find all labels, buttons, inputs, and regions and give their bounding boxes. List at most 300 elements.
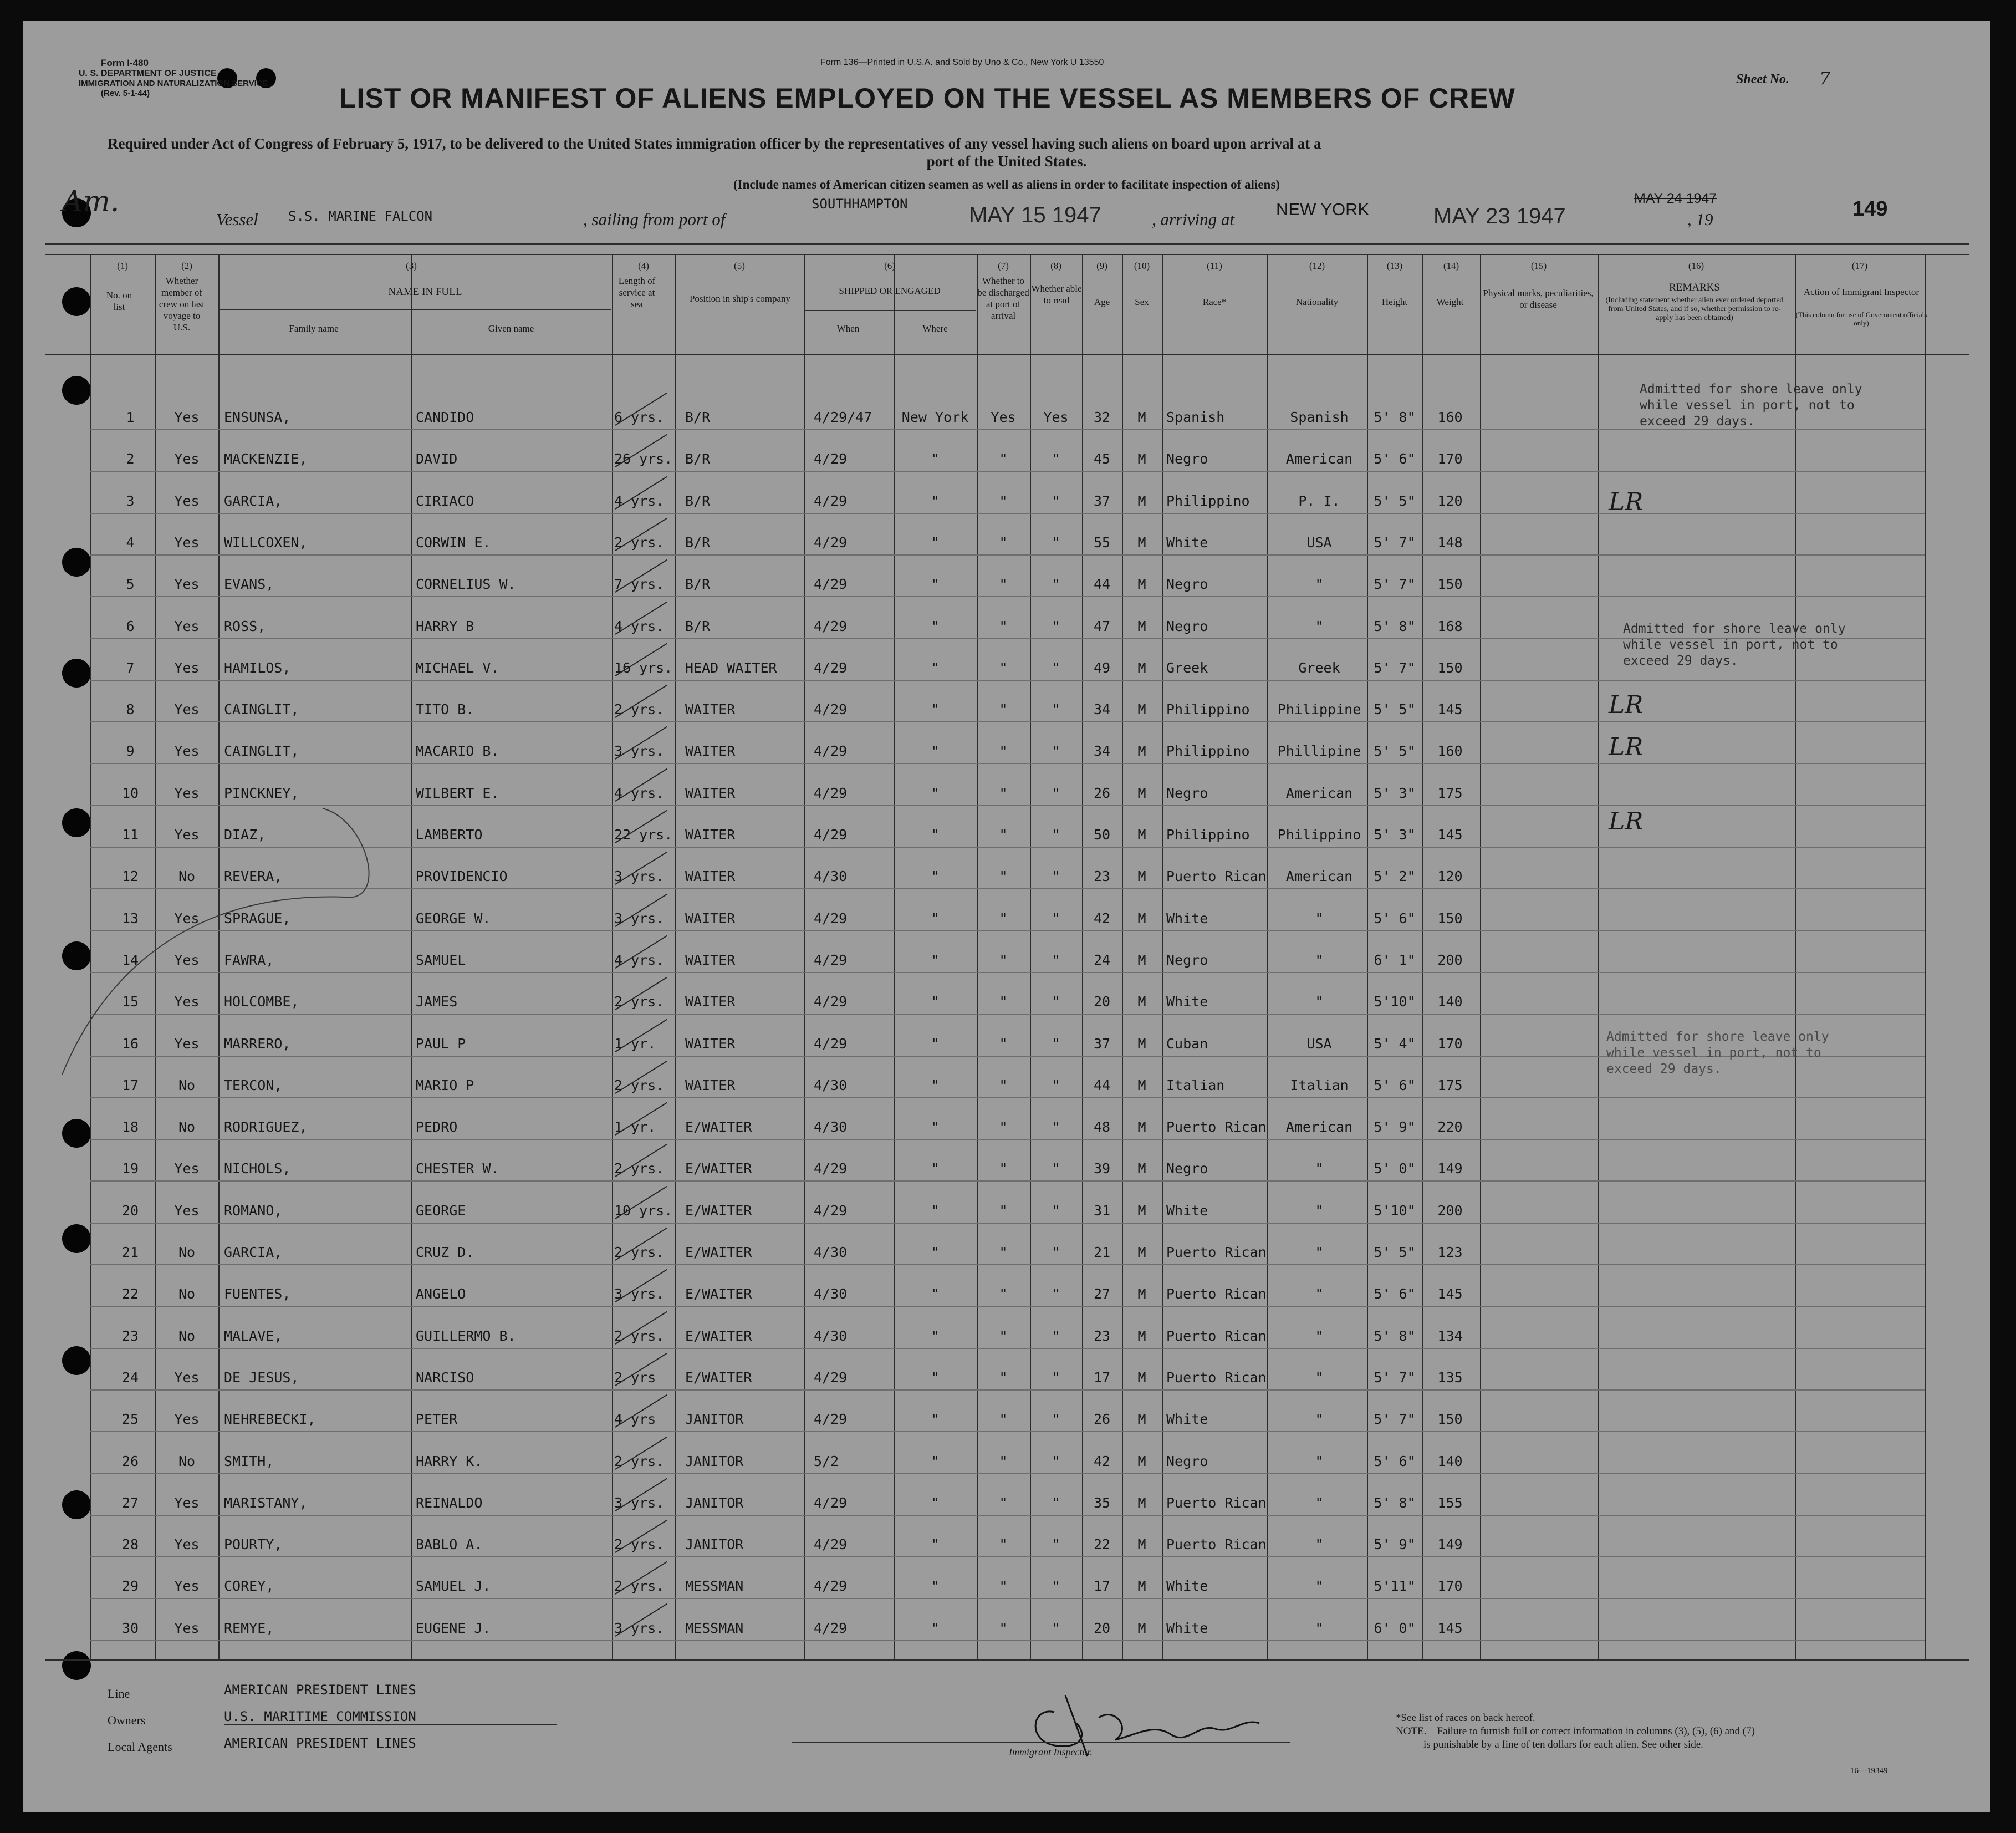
cell-height: 5' 8" (1374, 1328, 1416, 1344)
cell-disch: " (999, 1286, 1008, 1302)
cell-disch: " (999, 660, 1008, 676)
cell-height: 5' 5" (1374, 493, 1416, 509)
agents-label: Local Agents (108, 1740, 172, 1754)
table-top-rule-2 (45, 254, 1969, 255)
cell-sex: M (1137, 1203, 1146, 1219)
cell-where: " (931, 868, 940, 884)
cell-sex: M (1137, 743, 1146, 759)
cell-sex: M (1137, 868, 1146, 884)
cell-family: DIAZ, (224, 827, 266, 843)
cell-service: 16 yrs. (614, 660, 673, 676)
cell-weight: 140 (1437, 994, 1463, 1010)
act-requirement-line-1: Required under Act of Congress of February 5, 1917, to be delivered to the United States immigration officer by the representatives of any vessel having such aliens on board upon arrival at a (108, 135, 1321, 152)
header-action: Action of Immigrant Inspector (1803, 287, 1920, 297)
cell-nat: " (1315, 994, 1324, 1010)
cell-when: 4/29 (814, 1369, 848, 1386)
cell-given: GEORGE W. (416, 910, 491, 926)
cell-no: 2 (126, 451, 135, 467)
print-code: 16—19349 (1850, 1766, 1888, 1775)
cell-position: WAITER (685, 952, 736, 968)
cell-nat: American (1285, 451, 1353, 467)
cell-weight: 145 (1437, 1620, 1463, 1636)
row-rule (90, 1097, 1925, 1098)
column-number: (15) (1530, 261, 1547, 271)
cell-service: 3 yrs. (614, 868, 665, 884)
cell-position: E/WAITER (685, 1119, 752, 1135)
cell-last: No (178, 1244, 196, 1260)
column-number: (16) (1688, 261, 1704, 271)
remark-line: Admitted for shore leave only (1623, 622, 1846, 636)
cell-weight: 149 (1437, 1160, 1463, 1177)
cell-weight: 150 (1437, 1411, 1463, 1427)
cell-service: 4 yrs (614, 1411, 656, 1427)
cell-height: 5'11" (1374, 1578, 1416, 1594)
arriving-label: , arriving at (1152, 210, 1234, 229)
cell-age: 20 (1093, 994, 1111, 1010)
cell-no: 10 (121, 785, 139, 801)
cell-race: Spanish (1166, 409, 1225, 425)
row-rule (90, 1223, 1925, 1224)
cell-nat: " (1315, 952, 1324, 968)
cell-no: 17 (121, 1077, 139, 1093)
cell-given: PAUL P (416, 1036, 466, 1052)
cell-where: " (931, 1578, 940, 1594)
cell-disch: " (999, 1328, 1008, 1344)
cell-where: " (931, 785, 940, 801)
cell-race: Philippino (1166, 493, 1250, 509)
cell-read: " (1052, 1077, 1060, 1093)
cell-where: " (931, 451, 940, 467)
header-where: Where (922, 323, 948, 334)
cell-race: Greek (1166, 660, 1208, 676)
cell-last: Yes (174, 952, 200, 968)
cell-disch: " (999, 701, 1008, 717)
cell-sex: M (1137, 1620, 1146, 1636)
row-rule (90, 1180, 1925, 1182)
cell-height: 6' 1" (1374, 952, 1416, 968)
cell-given: PEDRO (416, 1119, 458, 1135)
cell-race: Negro (1166, 451, 1208, 467)
cell-nat: " (1315, 1328, 1324, 1344)
column-divider (1267, 254, 1268, 1659)
cell-last: No (178, 1453, 196, 1469)
cell-no: 8 (126, 701, 135, 717)
header-able-to-read: Whether able to read (1031, 283, 1082, 306)
cell-race: Philippino (1166, 701, 1250, 717)
cell-disch: " (999, 1077, 1008, 1093)
cell-given: EUGENE J. (416, 1620, 491, 1636)
cell-height: 5' 9" (1374, 1119, 1416, 1135)
cell-when: 4/29 (814, 743, 848, 759)
punch-hole (62, 1490, 91, 1519)
row-rule (90, 1348, 1925, 1349)
cell-last: Yes (174, 534, 200, 551)
cell-sex: M (1137, 1244, 1146, 1260)
cell-height: 5' 5" (1374, 1244, 1416, 1260)
cell-where: " (931, 701, 940, 717)
cell-read: " (1052, 827, 1060, 843)
header-member-last-voyage: Whether member of crew on last voyage to U.S. (159, 276, 205, 333)
cell-service: 2 yrs. (614, 1578, 665, 1594)
cell-weight: 170 (1437, 451, 1463, 467)
cell-disch: " (999, 1411, 1008, 1427)
cell-no: 26 (121, 1453, 139, 1469)
cell-disch: " (999, 1369, 1008, 1386)
cell-family: CAINGLIT, (224, 701, 299, 717)
cell-position: B/R (685, 451, 711, 467)
cell-no: 29 (121, 1578, 139, 1594)
cell-when: 4/29 (814, 1160, 848, 1177)
cell-family: MARISTANY, (224, 1495, 308, 1511)
cell-read: " (1052, 618, 1060, 634)
cell-given: REINALDO (416, 1495, 483, 1511)
sailing-port: SOUTHHAMPTON (811, 196, 908, 212)
cell-where: " (931, 1244, 940, 1260)
cell-sex: M (1137, 994, 1146, 1010)
cell-where: " (931, 1286, 940, 1302)
cell-family: FAWRA, (224, 952, 274, 968)
cell-last: Yes (174, 1369, 200, 1386)
cell-age: 42 (1093, 910, 1111, 926)
cell-height: 5' 4" (1374, 1036, 1416, 1052)
header-nationality: Nationality (1295, 297, 1339, 307)
cell-read: " (1052, 910, 1060, 926)
cell-family: WILLCOXEN, (224, 534, 308, 551)
cell-last: Yes (174, 1160, 200, 1177)
cell-sex: M (1137, 660, 1146, 676)
cell-position: JANITOR (685, 1536, 744, 1552)
cell-nat: " (1315, 1203, 1324, 1219)
cell-when: 4/29 (814, 660, 848, 676)
cell-nat: " (1315, 1411, 1324, 1427)
punch-hole (62, 548, 91, 577)
cell-nat: " (1315, 1244, 1324, 1260)
inspector-signature-line (792, 1742, 1290, 1743)
cell-disch: " (999, 1536, 1008, 1552)
cell-family: GARCIA, (224, 493, 283, 509)
cell-height: 5' 8" (1374, 618, 1416, 634)
owners-value: U.S. MARITIME COMMISSION (224, 1709, 416, 1724)
cell-family: GARCIA, (224, 1244, 283, 1260)
cell-read: " (1052, 1328, 1060, 1344)
cell-height: 5' 8" (1374, 1495, 1416, 1511)
cell-race: Puerto Rican (1166, 1119, 1267, 1135)
cell-race: White (1166, 1620, 1208, 1636)
column-divider (804, 254, 805, 1659)
cell-given: BABLO A. (416, 1536, 483, 1552)
cell-where: New York (901, 409, 969, 425)
cell-age: 17 (1093, 1369, 1111, 1386)
cell-given: CRUZ D. (416, 1244, 474, 1260)
include-note: (Include names of American citizen seamen as well as aliens in order to facilitate inspection of aliens) (733, 177, 1280, 191)
column-number: (14) (1443, 261, 1459, 271)
cell-position: E/WAITER (685, 1160, 752, 1177)
header-when: When (836, 323, 860, 334)
cell-position: JANITOR (685, 1411, 744, 1427)
cell-position: E/WAITER (685, 1369, 752, 1386)
cell-when: 4/29 (814, 785, 848, 801)
cell-disch: " (999, 910, 1008, 926)
cell-read: " (1052, 1453, 1060, 1469)
cell-read: " (1052, 1536, 1060, 1552)
cell-where: " (931, 1495, 940, 1511)
cell-age: 17 (1093, 1578, 1111, 1594)
header-age: Age (1094, 297, 1110, 307)
struck-date: MAY 24 1947 (1634, 191, 1717, 206)
row-rule (90, 1598, 1925, 1599)
cell-race: White (1166, 910, 1208, 926)
cell-service: 3 yrs. (614, 1495, 665, 1511)
cell-family: NICHOLS, (224, 1160, 291, 1177)
header-shipped-engaged: SHIPPED OR ENGAGED (839, 286, 941, 296)
cell-where: " (931, 660, 940, 676)
cell-last: No (178, 1286, 196, 1302)
remark-line: while vessel in port, not to (1640, 398, 1855, 413)
cell-service: 7 yrs. (614, 576, 665, 592)
cell-given: GUILLERMO B. (416, 1328, 516, 1344)
cell-weight: 148 (1437, 534, 1463, 551)
arriving-port: NEW YORK (1276, 200, 1370, 219)
row-rule (90, 471, 1925, 472)
cell-height: 5' 7" (1374, 576, 1416, 592)
cell-when: 4/29 (814, 1536, 848, 1552)
cell-service: 2 yrs. (614, 1160, 665, 1177)
column-number: (17) (1851, 261, 1868, 271)
cell-no: 25 (121, 1411, 139, 1427)
cell-weight: 135 (1437, 1369, 1463, 1386)
cell-age: 35 (1093, 1495, 1111, 1511)
cell-family: COREY, (224, 1578, 274, 1594)
cell-given: PROVIDENCIO (416, 868, 508, 884)
manifest-sheet (23, 21, 1990, 1812)
cell-weight: 170 (1437, 1578, 1463, 1594)
remark-line: while vessel in port, not to (1606, 1046, 1821, 1060)
cell-service: 6 yrs. (614, 409, 665, 425)
cell-given: HARRY K. (416, 1453, 483, 1469)
cell-read: " (1052, 743, 1060, 759)
cell-last: Yes (174, 576, 200, 592)
vessel-label: Vessel (216, 210, 258, 229)
cell-last: Yes (174, 618, 200, 634)
cell-no: 18 (121, 1119, 139, 1135)
cell-height: 5' 7" (1374, 1411, 1416, 1427)
cell-position: WAITER (685, 910, 736, 926)
cell-service: 10 yrs. (614, 1203, 673, 1219)
cell-where: " (931, 1536, 940, 1552)
cell-position: MESSMAN (685, 1620, 744, 1636)
cell-weight: 120 (1437, 868, 1463, 884)
shore-leave-remark-1 (1640, 381, 1862, 430)
cell-when: 4/30 (814, 1286, 848, 1302)
cell-disch: " (999, 1244, 1008, 1260)
cell-read: " (1052, 1411, 1060, 1427)
lr-mark-row-8: LR (1609, 691, 1644, 719)
cell-weight: 168 (1437, 618, 1463, 634)
cell-last: Yes (174, 1411, 200, 1427)
remark-line: exceed 29 days. (1606, 1062, 1722, 1076)
cell-sex: M (1137, 493, 1146, 509)
cell-height: 5' 3" (1374, 827, 1416, 843)
cell-no: 11 (121, 827, 139, 843)
cell-read: " (1052, 1620, 1060, 1636)
cell-age: 45 (1093, 451, 1111, 467)
cell-no: 5 (126, 576, 135, 592)
column-number: (13) (1386, 261, 1403, 271)
cell-weight: 145 (1437, 1286, 1463, 1302)
cell-last: No (178, 1328, 196, 1344)
cell-weight: 150 (1437, 576, 1463, 592)
vessel-name: S.S. MARINE FALCON (288, 208, 433, 224)
cell-when: 4/29 (814, 910, 848, 926)
row-rule (90, 721, 1925, 722)
cell-race: White (1166, 1411, 1208, 1427)
cell-service: 2 yrs. (614, 701, 665, 717)
cell-family: MALAVE, (224, 1328, 283, 1344)
cell-position: B/R (685, 493, 711, 509)
page-number: 149 (1852, 197, 1888, 221)
row-rule (90, 1556, 1925, 1557)
cell-service: 26 yrs. (614, 451, 673, 467)
cell-given: MARIO P (416, 1077, 474, 1093)
cell-where: " (931, 493, 940, 509)
cell-given: TITO B. (416, 701, 474, 717)
cell-height: 5' 0" (1374, 1160, 1416, 1177)
pencil-arc-mark (57, 797, 389, 1086)
cell-no: 15 (121, 994, 139, 1010)
cell-height: 5' 7" (1374, 534, 1416, 551)
cell-race: Italian (1166, 1077, 1225, 1093)
cell-age: 42 (1093, 1453, 1111, 1469)
cell-nat: " (1315, 1160, 1324, 1177)
cell-no: 7 (126, 660, 135, 676)
cell-disch: " (999, 743, 1008, 759)
cell-read: " (1052, 952, 1060, 968)
column-number: (12) (1309, 261, 1325, 271)
cell-no: 14 (121, 952, 139, 968)
cell-position: B/R (685, 618, 711, 634)
cell-disch: " (999, 534, 1008, 551)
cell-last: Yes (174, 493, 200, 509)
cell-given: SAMUEL J. (416, 1578, 491, 1594)
cell-last: Yes (174, 910, 200, 926)
cell-where: " (931, 1369, 940, 1386)
cell-race: Puerto Rican (1166, 1495, 1267, 1511)
cell-disch: " (999, 1578, 1008, 1594)
row-rule (90, 1515, 1925, 1516)
cell-read: " (1052, 493, 1060, 509)
row-rule (90, 1139, 1925, 1140)
cell-last: Yes (174, 743, 200, 759)
cell-when: 4/29 (814, 827, 848, 843)
cell-last: Yes (174, 1203, 200, 1219)
cell-height: 5' 2" (1374, 868, 1416, 884)
cell-nat: USA (1306, 1036, 1332, 1052)
cell-where: " (931, 576, 940, 592)
cell-height: 5'10" (1374, 1203, 1416, 1219)
punch-hole (62, 1651, 91, 1680)
header-remarks: REMARKS (1669, 282, 1720, 293)
row-rule (90, 1473, 1925, 1474)
cell-no: 23 (121, 1328, 139, 1344)
cell-no: 20 (121, 1203, 139, 1219)
cell-race: Negro (1166, 618, 1208, 634)
cell-when: 4/29 (814, 1620, 848, 1636)
cell-position: WAITER (685, 1036, 736, 1052)
cell-weight: 149 (1437, 1536, 1463, 1552)
row-rule (90, 763, 1925, 764)
failure-note-2: is punishable by a fine of ten dollars for each alien. See other side. (1423, 1739, 1703, 1750)
cell-nat: " (1315, 1453, 1324, 1469)
cell-sex: M (1137, 1286, 1146, 1302)
cell-age: 24 (1093, 952, 1111, 968)
cell-weight: 160 (1437, 409, 1463, 425)
cell-nat: American (1285, 868, 1353, 884)
cell-position: B/R (685, 576, 711, 592)
cell-nat: Philippino (1277, 827, 1361, 843)
cell-race: White (1166, 1578, 1208, 1594)
cell-disch: " (999, 1160, 1008, 1177)
cell-family: REMYE, (224, 1620, 274, 1636)
cell-service: 2 yrs. (614, 1453, 665, 1469)
row-rule (90, 1389, 1925, 1391)
cell-nat: Greek (1298, 660, 1340, 676)
line-label: Line (108, 1687, 130, 1700)
column-divider (1598, 254, 1599, 1659)
cell-family: EVANS, (224, 576, 274, 592)
header-bottom-rule (45, 354, 1969, 355)
cell-sex: M (1137, 1495, 1146, 1511)
cell-position: E/WAITER (685, 1286, 752, 1302)
cell-sex: M (1137, 409, 1146, 425)
cell-where: " (931, 1077, 940, 1093)
cell-disch: " (999, 1036, 1008, 1052)
cell-when: 5/2 (814, 1453, 839, 1469)
column-number: (1) (117, 261, 128, 271)
arriving-date-stamp: MAY 23 1947 (1433, 204, 1566, 228)
cell-read: " (1052, 1286, 1060, 1302)
cell-no: 16 (121, 1036, 139, 1052)
cell-nat: Phillipine (1277, 743, 1361, 759)
cell-age: 44 (1093, 1077, 1111, 1093)
cell-nat: " (1315, 618, 1324, 634)
cell-where: " (931, 952, 940, 968)
cell-position: HEAD WAITER (685, 660, 777, 676)
name-divider (218, 309, 611, 310)
cell-age: 23 (1093, 868, 1111, 884)
cell-nat: Spanish (1290, 409, 1349, 425)
header-race: Race* (1202, 297, 1227, 307)
cell-sex: M (1137, 701, 1146, 717)
remark-line: while vessel in port, not to (1623, 638, 1838, 652)
cell-race: Puerto Rican (1166, 1286, 1267, 1302)
cell-race: White (1166, 994, 1208, 1010)
cell-disch: " (999, 451, 1008, 467)
header-remarks-note: (Including statement whether alien ever ordered deported from United States, and if so, whether permission to re-apply has been obtained) (1605, 296, 1784, 322)
cell-weight: 175 (1437, 785, 1463, 801)
cell-race: Puerto Rican (1166, 868, 1267, 884)
cell-when: 4/30 (814, 1077, 848, 1093)
cell-height: 5' 5" (1374, 701, 1416, 717)
header-weight: Weight (1436, 297, 1464, 307)
cell-sex: M (1137, 576, 1146, 592)
cell-position: B/R (685, 409, 711, 425)
cell-no: 9 (126, 743, 135, 759)
cell-weight: 200 (1437, 952, 1463, 968)
cell-where: " (931, 1453, 940, 1469)
cell-height: 5' 6" (1374, 1286, 1416, 1302)
cell-when: 4/29 (814, 952, 848, 968)
cell-age: 39 (1093, 1160, 1111, 1177)
